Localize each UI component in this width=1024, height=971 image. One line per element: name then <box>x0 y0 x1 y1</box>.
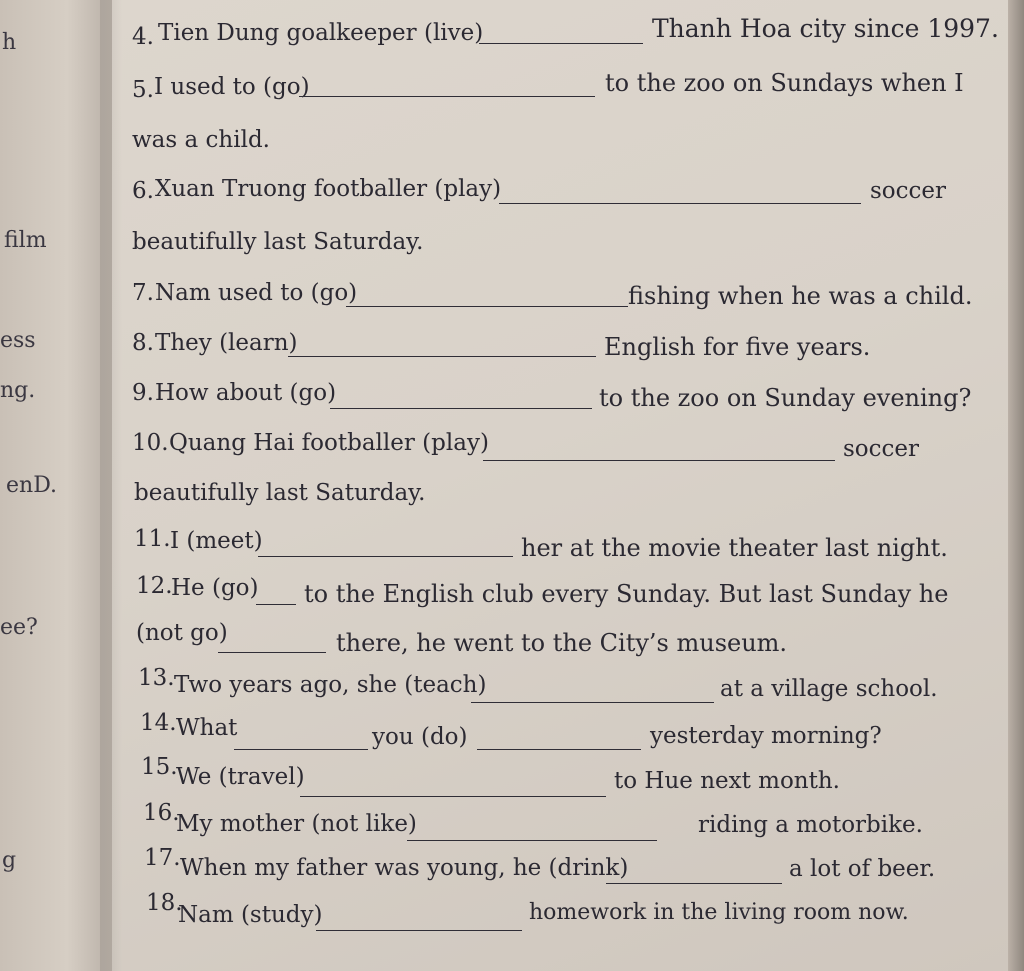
exercise-prompt: How about (go) <box>155 380 337 406</box>
exercise-continuation: English for five years. <box>604 333 871 361</box>
exercise-prompt: What <box>176 715 238 741</box>
answer-blank[interactable] <box>477 749 641 750</box>
answer-blank[interactable] <box>330 408 592 409</box>
exercise-number: 15. <box>141 754 178 780</box>
answer-blank[interactable] <box>299 96 595 97</box>
exercise-continuation-line: was a child. <box>132 127 270 153</box>
exercise-prompt: Nam (study) <box>178 902 323 928</box>
exercise-continuation-line: beautifully last Saturday. <box>132 229 424 255</box>
answer-blank[interactable] <box>218 652 326 653</box>
exercise-middle: you (do) <box>372 724 468 750</box>
exercise-continuation: to Hue next month. <box>614 768 840 794</box>
exercise-number: 4. <box>132 24 154 50</box>
exercise-continuation: a lot of beer. <box>789 856 936 882</box>
exercise-number: 10. <box>132 430 169 456</box>
exercise-continuation: soccer <box>870 178 947 204</box>
answer-blank[interactable] <box>407 840 657 841</box>
answer-blank[interactable] <box>479 43 643 44</box>
exercise-number: 8. <box>132 330 154 356</box>
left-fragment: g <box>2 848 17 873</box>
exercise-prompt: Tien Dung goalkeeper (live) <box>158 20 484 46</box>
exercise-number: 16. <box>143 800 180 826</box>
exercise-prompt: Nam used to (go) <box>155 280 358 306</box>
exercise-number: 13. <box>138 665 175 691</box>
exercise-continuation: to the English club every Sunday. But last Sunday he <box>304 580 949 608</box>
exercise-number: 18. <box>146 890 183 916</box>
exercise-prompt: We (travel) <box>176 764 305 790</box>
answer-blank[interactable] <box>288 356 596 357</box>
answer-blank[interactable] <box>499 203 861 204</box>
left-fragment: enD. <box>6 473 58 498</box>
exercise-number: 9. <box>132 380 154 406</box>
answer-blank[interactable] <box>471 702 714 703</box>
left-fragment: ng. <box>0 378 36 403</box>
exercise-continuation: at a village school. <box>720 676 938 702</box>
exercise-number: 7. <box>132 280 154 306</box>
exercise-continuation: soccer <box>843 436 920 462</box>
exercise-number: 12. <box>136 573 173 599</box>
exercise-prompt: He (go) <box>171 575 259 601</box>
exercise-number: 14. <box>140 710 177 736</box>
exercise-prompt: I (meet) <box>170 528 263 554</box>
exercise-number: 6. <box>132 178 154 204</box>
left-fragment: film <box>4 228 47 253</box>
exercise-continuation-line: beautifully last Saturday. <box>134 480 426 506</box>
answer-blank[interactable] <box>346 306 628 307</box>
exercise-number: 11. <box>134 526 171 552</box>
exercise-number: 5. <box>132 77 154 103</box>
answer-blank[interactable] <box>234 749 368 750</box>
exercise-continuation: to the zoo on Sundays when I <box>605 69 964 97</box>
exercise-prompt-continued: (not go) <box>136 620 228 646</box>
answer-blank[interactable] <box>258 556 513 557</box>
exercise-continuation-line: there, he went to the City’s museum. <box>336 629 788 657</box>
exercise-continuation: homework in the living room now. <box>529 900 909 925</box>
answer-blank[interactable] <box>316 930 522 931</box>
page-edge <box>1008 0 1024 971</box>
left-fragment: ess <box>0 328 36 353</box>
exercise-prompt: Quang Hai footballer (play) <box>169 430 489 456</box>
exercise-continuation: riding a motorbike. <box>698 812 923 838</box>
exercise-prompt: They (learn) <box>155 330 298 356</box>
exercise-number: 17. <box>144 845 181 871</box>
page-gutter <box>100 0 122 971</box>
exercise-continuation: to the zoo on Sunday evening? <box>599 384 972 412</box>
exercise-continuation: fishing when he was a child. <box>628 282 973 310</box>
left-fragment: h <box>2 30 17 55</box>
answer-blank[interactable] <box>483 460 835 461</box>
exercise-continuation: Thanh Hoa city since 1997. <box>652 14 999 43</box>
exercise-prompt: I used to (go) <box>154 74 310 100</box>
answer-blank[interactable] <box>606 883 782 884</box>
answer-blank[interactable] <box>300 796 606 797</box>
exercise-prompt: When my father was young, he (drink) <box>180 855 629 881</box>
exercise-prompt: Xuan Truong footballer (play) <box>155 176 502 202</box>
exercise-continuation: her at the movie theater last night. <box>521 534 948 562</box>
exercise-continuation: yesterday morning? <box>650 723 882 749</box>
answer-blank[interactable] <box>256 604 296 605</box>
exercise-prompt: My mother (not like) <box>176 811 417 837</box>
left-fragment: ee? <box>0 615 38 640</box>
exercise-prompt: Two years ago, she (teach) <box>174 672 487 698</box>
